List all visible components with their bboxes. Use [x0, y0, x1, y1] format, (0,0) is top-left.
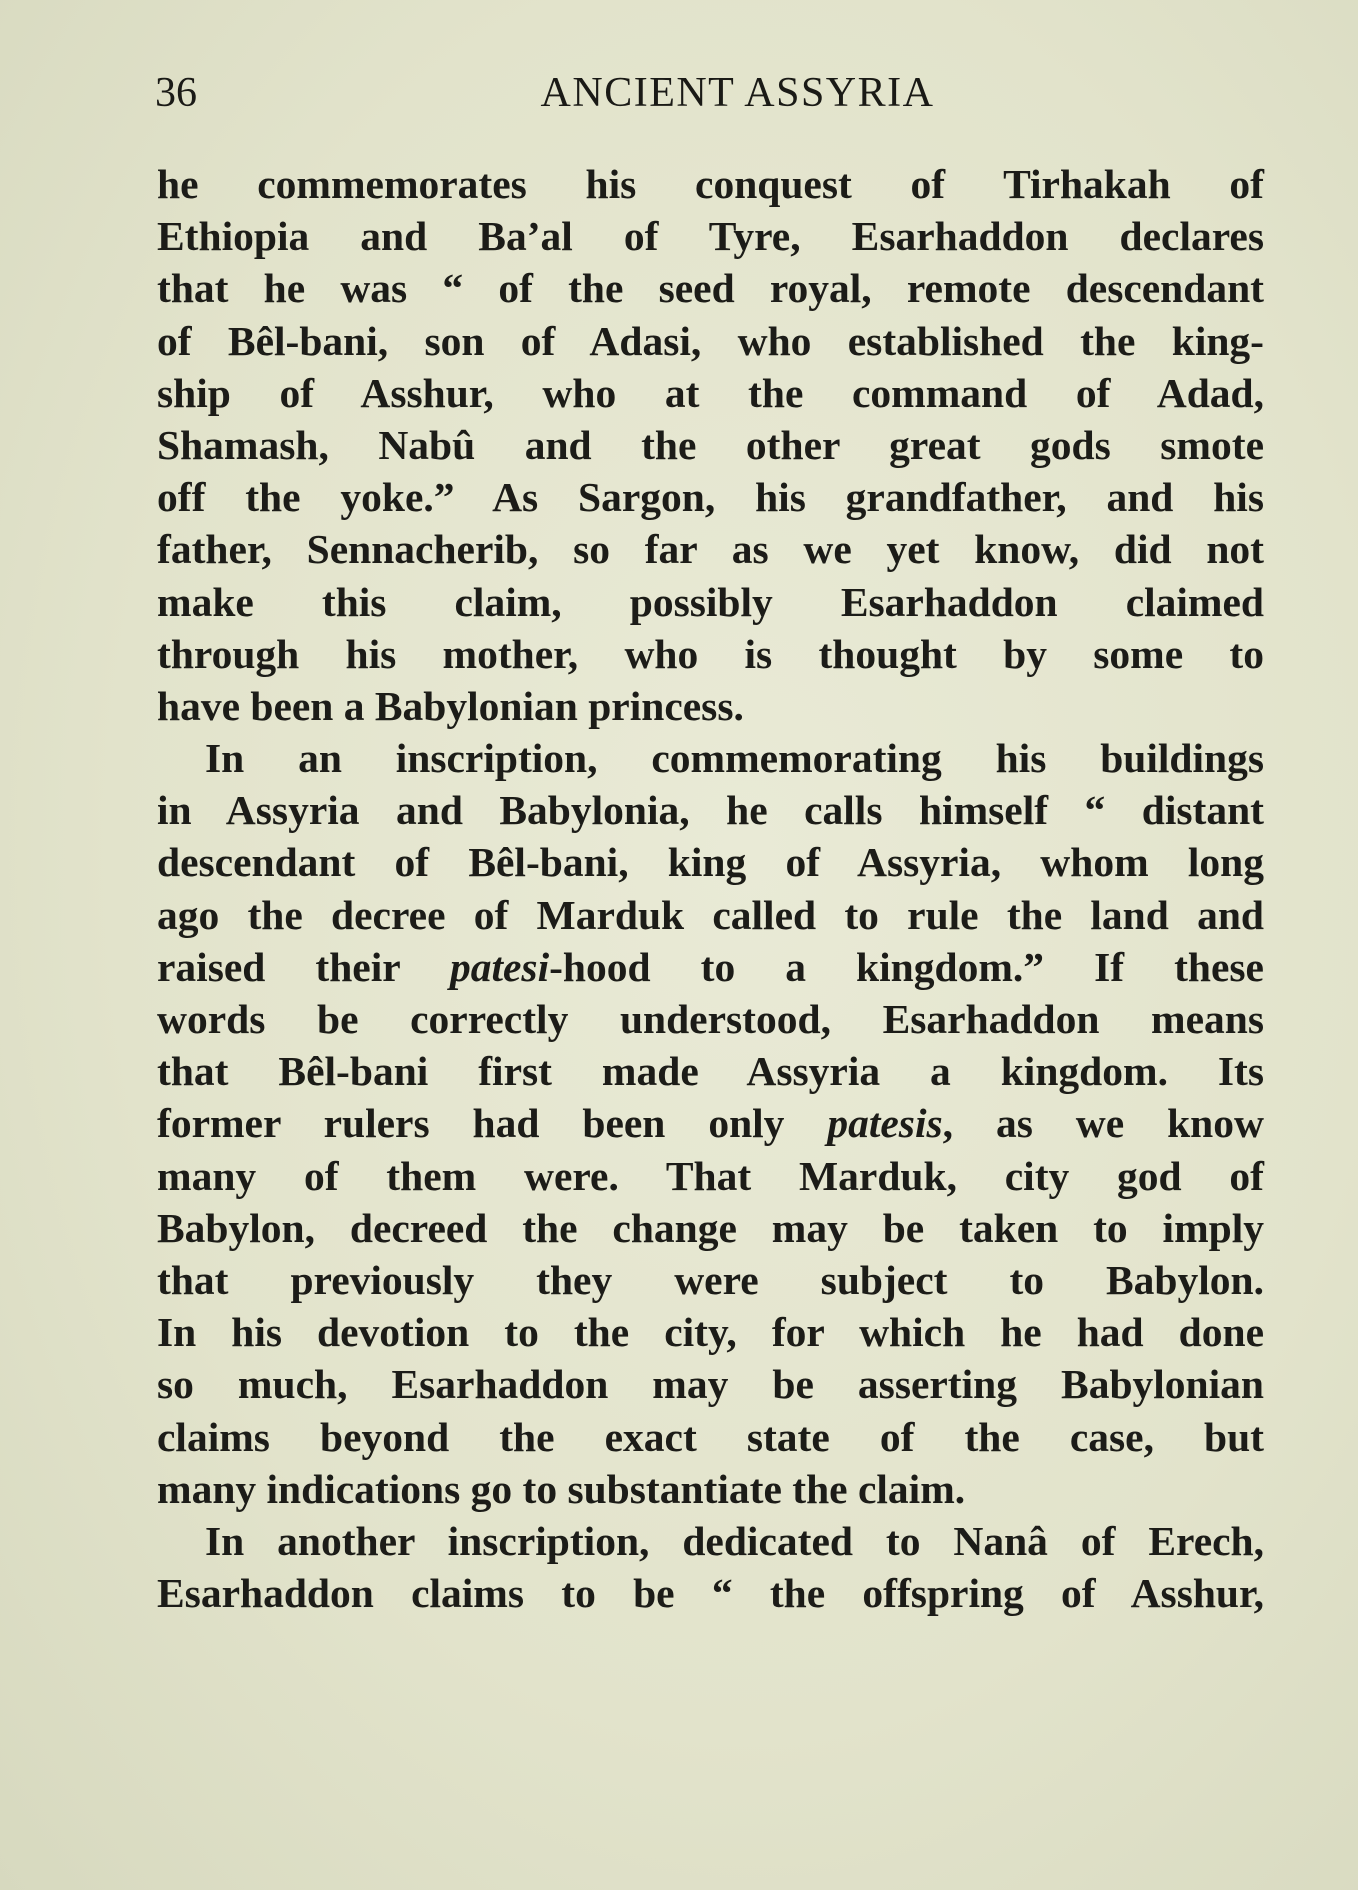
text-line: off the yoke.” As Sargon, his grandfather, and his — [157, 474, 1264, 521]
text-line: many of them were. That Marduk, city god of — [157, 1152, 1264, 1199]
text-line: of Bêl-bani, son of Adasi, who established the king- — [157, 317, 1264, 364]
text-line: that previously they were subject to Babylon. — [157, 1256, 1264, 1303]
body-text — [157, 158, 1264, 1619]
text-line: Esarhaddon claims to be “ the offspring of Asshur, — [157, 1570, 1264, 1617]
text-line: claims beyond the exact state of the case, but — [157, 1413, 1264, 1460]
text-line: in Assyria and Babylonia, he calls himself “ distant — [157, 787, 1264, 834]
text-line: Shamash, Nabû and the other great gods smote — [157, 421, 1264, 468]
text-line: Babylon, decreed the change may be taken to imply — [157, 1204, 1264, 1251]
italic-term: patesi — [449, 943, 550, 990]
text-line: that he was “ of the seed royal, remote descendant — [157, 265, 1264, 312]
text-line: words be correctly understood, Esarhaddon means — [157, 996, 1264, 1042]
text-line — [157, 941, 1264, 993]
text-line: In another inscription, dedicated to Nanâ of Erech, — [205, 1517, 1264, 1564]
paragraph — [157, 158, 1264, 732]
text-line — [157, 1097, 1264, 1149]
italic-term: patesis — [827, 1100, 943, 1147]
text-line: that Bêl-bani first made Assyria a kingdom. Its — [157, 1048, 1264, 1095]
text-run: former rulers had been only — [157, 1100, 828, 1147]
text-line: father, Sennacherib, so far as we yet know, did not — [157, 526, 1264, 573]
page-number: 36 — [155, 70, 197, 116]
paragraph — [157, 1515, 1264, 1619]
text-line: ship of Asshur, who at the command of Adad, — [157, 369, 1264, 416]
text-line: make this claim, possibly Esarhaddon claimed — [157, 578, 1264, 625]
text-line: so much, Esarhaddon may be asserting Babylonian — [157, 1361, 1264, 1408]
text-line: In an inscription, commemorating his buildings — [205, 735, 1264, 782]
text-line: have been a Babylonian princess. — [157, 682, 744, 729]
text-run: -hood to a kingdom.” If these — [549, 943, 1264, 990]
text-line: through his mother, who is thought by some to — [157, 630, 1264, 677]
running-head — [155, 68, 1265, 118]
text-line: ago the decree of Marduk called to rule the land and — [157, 891, 1264, 938]
text-run: , as we know — [942, 1100, 1264, 1147]
running-title: ANCIENT ASSYRIA — [540, 70, 935, 116]
paragraph — [157, 732, 1264, 1515]
text-line: many indications go to substantiate the claim. — [157, 1465, 966, 1512]
text-line: In his devotion to the city, for which he had done — [157, 1309, 1264, 1356]
text-run: raised their — [157, 943, 450, 990]
text-line: he commemorates his conquest of Tirhakah of — [157, 161, 1264, 207]
text-line: Ethiopia and Ba’al of Tyre, Esarhaddon declares — [157, 213, 1264, 260]
text-line: descendant of Bêl-bani, king of Assyria, whom long — [157, 839, 1264, 886]
